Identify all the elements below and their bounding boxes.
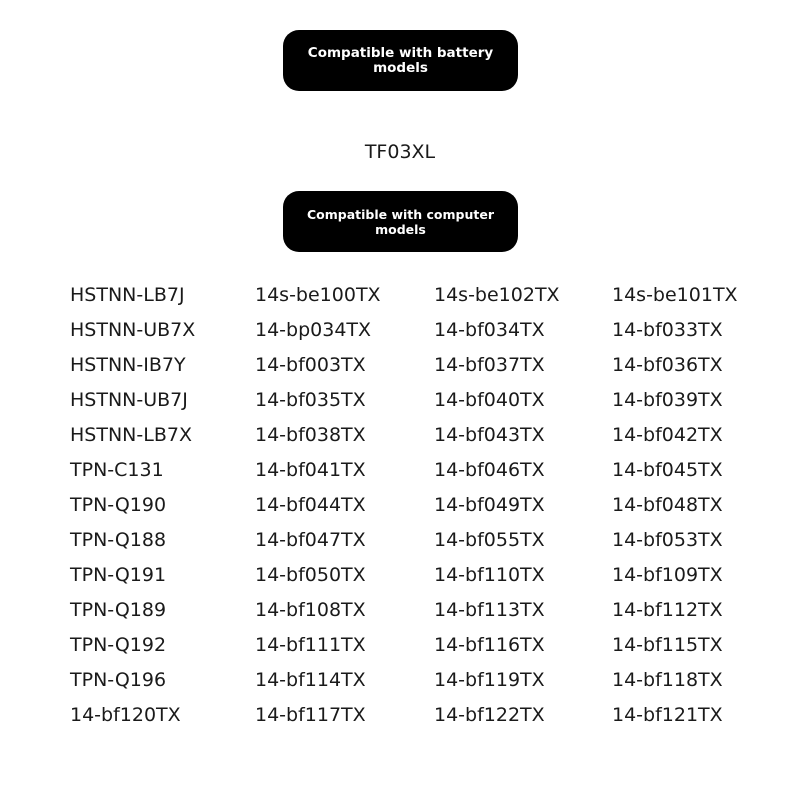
table-cell: 14-bf110TX <box>434 563 545 586</box>
table-cell: 14-bf037TX <box>434 353 545 376</box>
table-row <box>70 522 752 557</box>
table-cell: 14s-be102TX <box>434 283 560 306</box>
table-cell: 14-bf112TX <box>612 598 723 621</box>
table-cell: 14-bf119TX <box>434 668 545 691</box>
table-cell: 14-bp034TX <box>255 318 372 341</box>
table-cell: 14s-be100TX <box>255 283 381 306</box>
table-cell: HSTNN-LB7X <box>70 423 192 446</box>
table-cell: HSTNN-UB7J <box>70 388 188 411</box>
table-cell: TPN-Q190 <box>70 493 167 516</box>
table-cell: 14-bf036TX <box>612 353 723 376</box>
computer-models-heading-label: Compatible with computer models <box>306 206 495 237</box>
table-cell: 14-bf108TX <box>255 598 366 621</box>
table-row <box>70 627 752 662</box>
table-cell: TPN-Q191 <box>70 563 167 586</box>
table-cell: 14-bf121TX <box>612 703 723 726</box>
table-cell: 14-bf045TX <box>612 458 723 481</box>
battery-model-name: TF03XL <box>364 141 436 163</box>
table-cell: 14-bf109TX <box>612 563 723 586</box>
battery-models-heading <box>283 30 518 91</box>
table-cell: TPN-Q188 <box>70 528 167 551</box>
table-row <box>70 487 752 522</box>
table-row <box>70 347 752 382</box>
table-cell: 14-bf043TX <box>434 423 545 446</box>
table-row <box>70 382 752 417</box>
table-cell: 14-bf042TX <box>612 423 723 446</box>
computer-models-heading <box>283 191 518 252</box>
computer-models-table-body <box>70 277 752 732</box>
table-cell: 14-bf114TX <box>255 668 366 691</box>
table-row <box>70 662 752 697</box>
table-cell: 14-bf118TX <box>612 668 723 691</box>
table-cell: 14-bf115TX <box>612 633 723 656</box>
table-cell: 14-bf040TX <box>434 388 545 411</box>
table-cell: 14-bf116TX <box>434 633 545 656</box>
table-cell: 14s-be101TX <box>612 283 738 306</box>
table-cell: 14-bf049TX <box>434 493 545 516</box>
table-cell: 14-bf041TX <box>255 458 366 481</box>
table-cell: 14-bf046TX <box>434 458 545 481</box>
table-cell: 14-bf039TX <box>612 388 723 411</box>
table-cell: 14-bf034TX <box>434 318 545 341</box>
table-cell: 14-bf113TX <box>434 598 545 621</box>
table-cell: TPN-Q189 <box>70 598 167 621</box>
table-cell: 14-bf053TX <box>612 528 723 551</box>
table-row <box>70 312 752 347</box>
table-cell: HSTNN-LB7J <box>70 283 185 306</box>
table-row <box>70 277 752 312</box>
table-cell: 14-bf003TX <box>255 353 366 376</box>
table-cell: HSTNN-UB7X <box>70 318 196 341</box>
table-cell: HSTNN-IB7Y <box>70 353 186 376</box>
table-cell: TPN-Q192 <box>70 633 167 656</box>
table-cell: 14-bf117TX <box>255 703 366 726</box>
table-cell: 14-bf050TX <box>255 563 366 586</box>
computer-models-table <box>70 277 752 732</box>
table-cell: TPN-C131 <box>70 458 164 481</box>
table-cell: 14-bf111TX <box>255 633 366 656</box>
battery-models-heading-label: Compatible with battery models <box>307 44 494 76</box>
table-cell: 14-bf033TX <box>612 318 723 341</box>
table-row <box>70 697 752 732</box>
table-cell: 14-bf047TX <box>255 528 366 551</box>
table-cell: 14-bf035TX <box>255 388 366 411</box>
table-cell: 14-bf055TX <box>434 528 545 551</box>
table-cell: 14-bf120TX <box>70 703 181 726</box>
table-cell: TPN-Q196 <box>70 668 167 691</box>
table-row <box>70 592 752 627</box>
table-cell: 14-bf038TX <box>255 423 366 446</box>
table-cell: 14-bf048TX <box>612 493 723 516</box>
table-cell: 14-bf044TX <box>255 493 366 516</box>
table-cell: 14-bf122TX <box>434 703 545 726</box>
table-row <box>70 557 752 592</box>
table-row <box>70 452 752 487</box>
table-row <box>70 417 752 452</box>
